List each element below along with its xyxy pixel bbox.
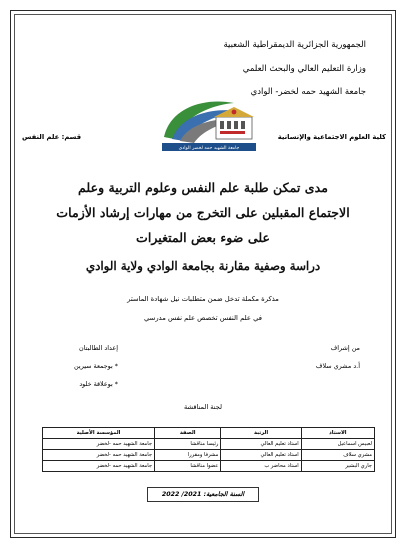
- table-cell: جامعة الشهيد حمه -لخضر: [43, 461, 155, 472]
- supervisor-name: أ.د مشري سلاف: [315, 362, 360, 370]
- table-cell: جاري البشير: [301, 461, 374, 472]
- committee-heading: لجنة المناقشة: [183, 403, 223, 411]
- column-header: الرتبة: [221, 428, 301, 439]
- students-heading: إعداد الطالبتان: [79, 344, 118, 352]
- title-line-1: مدى تمكن طلبة علم النفس وعلوم التربية وعلم: [78, 180, 328, 195]
- memo-line-1: مذكرة مكملة تدخل ضمن متطلبات نيل شهادة الماستر: [127, 295, 279, 303]
- committee-header-row: [43, 428, 375, 439]
- memo-line-2: في علم النفس تخصص علم نفس مدرسي: [144, 314, 262, 322]
- header-university: جامعة الشهيد حمه لخضر- الوادي: [250, 87, 366, 97]
- supervisor-heading: من إشراف: [330, 344, 360, 352]
- committee-table: [42, 427, 375, 472]
- table-row: [43, 439, 375, 450]
- table-row: [43, 461, 375, 472]
- title-line-2: الاجتماع المقبلين على التخرج من مهارات إرشاد الأزمات: [56, 205, 350, 220]
- table-cell: عضوا مناقشا: [155, 461, 221, 472]
- logo-caption: جامعة الشهيد حمه لخضر الوادي: [178, 146, 240, 151]
- table-cell: مشرفا ومقررا: [155, 450, 221, 461]
- title-line-3: على ضوء بعض المتغيرات: [135, 230, 271, 245]
- table-row: [43, 450, 375, 461]
- table-cell: استاذ تعليم العالي: [221, 439, 301, 450]
- student-name-2: * بوعلاقة خلود: [79, 380, 118, 388]
- title-subtitle: دراسة وصفية مقارنة بجامعة الوادي ولاية الوادي: [85, 259, 321, 273]
- table-cell: استاذ محاضر ب: [221, 461, 301, 472]
- university-logo: [150, 93, 268, 159]
- table-cell: رئيسا مناقشا: [155, 439, 221, 450]
- table-cell: استاذ تعليم العالي: [221, 450, 301, 461]
- table-cell: جامعة الشهيد حمه -لخضر: [43, 439, 155, 450]
- department-name: قسم: علم النفس: [22, 133, 82, 141]
- table-cell: مشري سلاف: [301, 450, 374, 461]
- column-header: المؤسسة الأصلية: [43, 428, 155, 439]
- faculty-name: كلية العلوم الاجتماعية والإنسانية: [277, 133, 386, 141]
- academic-year: السنة الجامعية: 2021/ 2022: [147, 487, 259, 502]
- table-cell: جامعة الشهيد حمه -لخضر: [43, 450, 155, 461]
- student-name-1: * بوجمعة سيرين: [74, 362, 118, 370]
- header-republic: الجمهورية الجزائرية الديمقراطية الشعبية: [223, 40, 366, 50]
- header-ministry: وزارة التعليم العالي والبحث العلمي: [242, 64, 366, 74]
- column-header: الصفة: [155, 428, 221, 439]
- table-cell: لعبيس اسماعيل: [301, 439, 374, 450]
- column-header: الاستاذ: [301, 428, 374, 439]
